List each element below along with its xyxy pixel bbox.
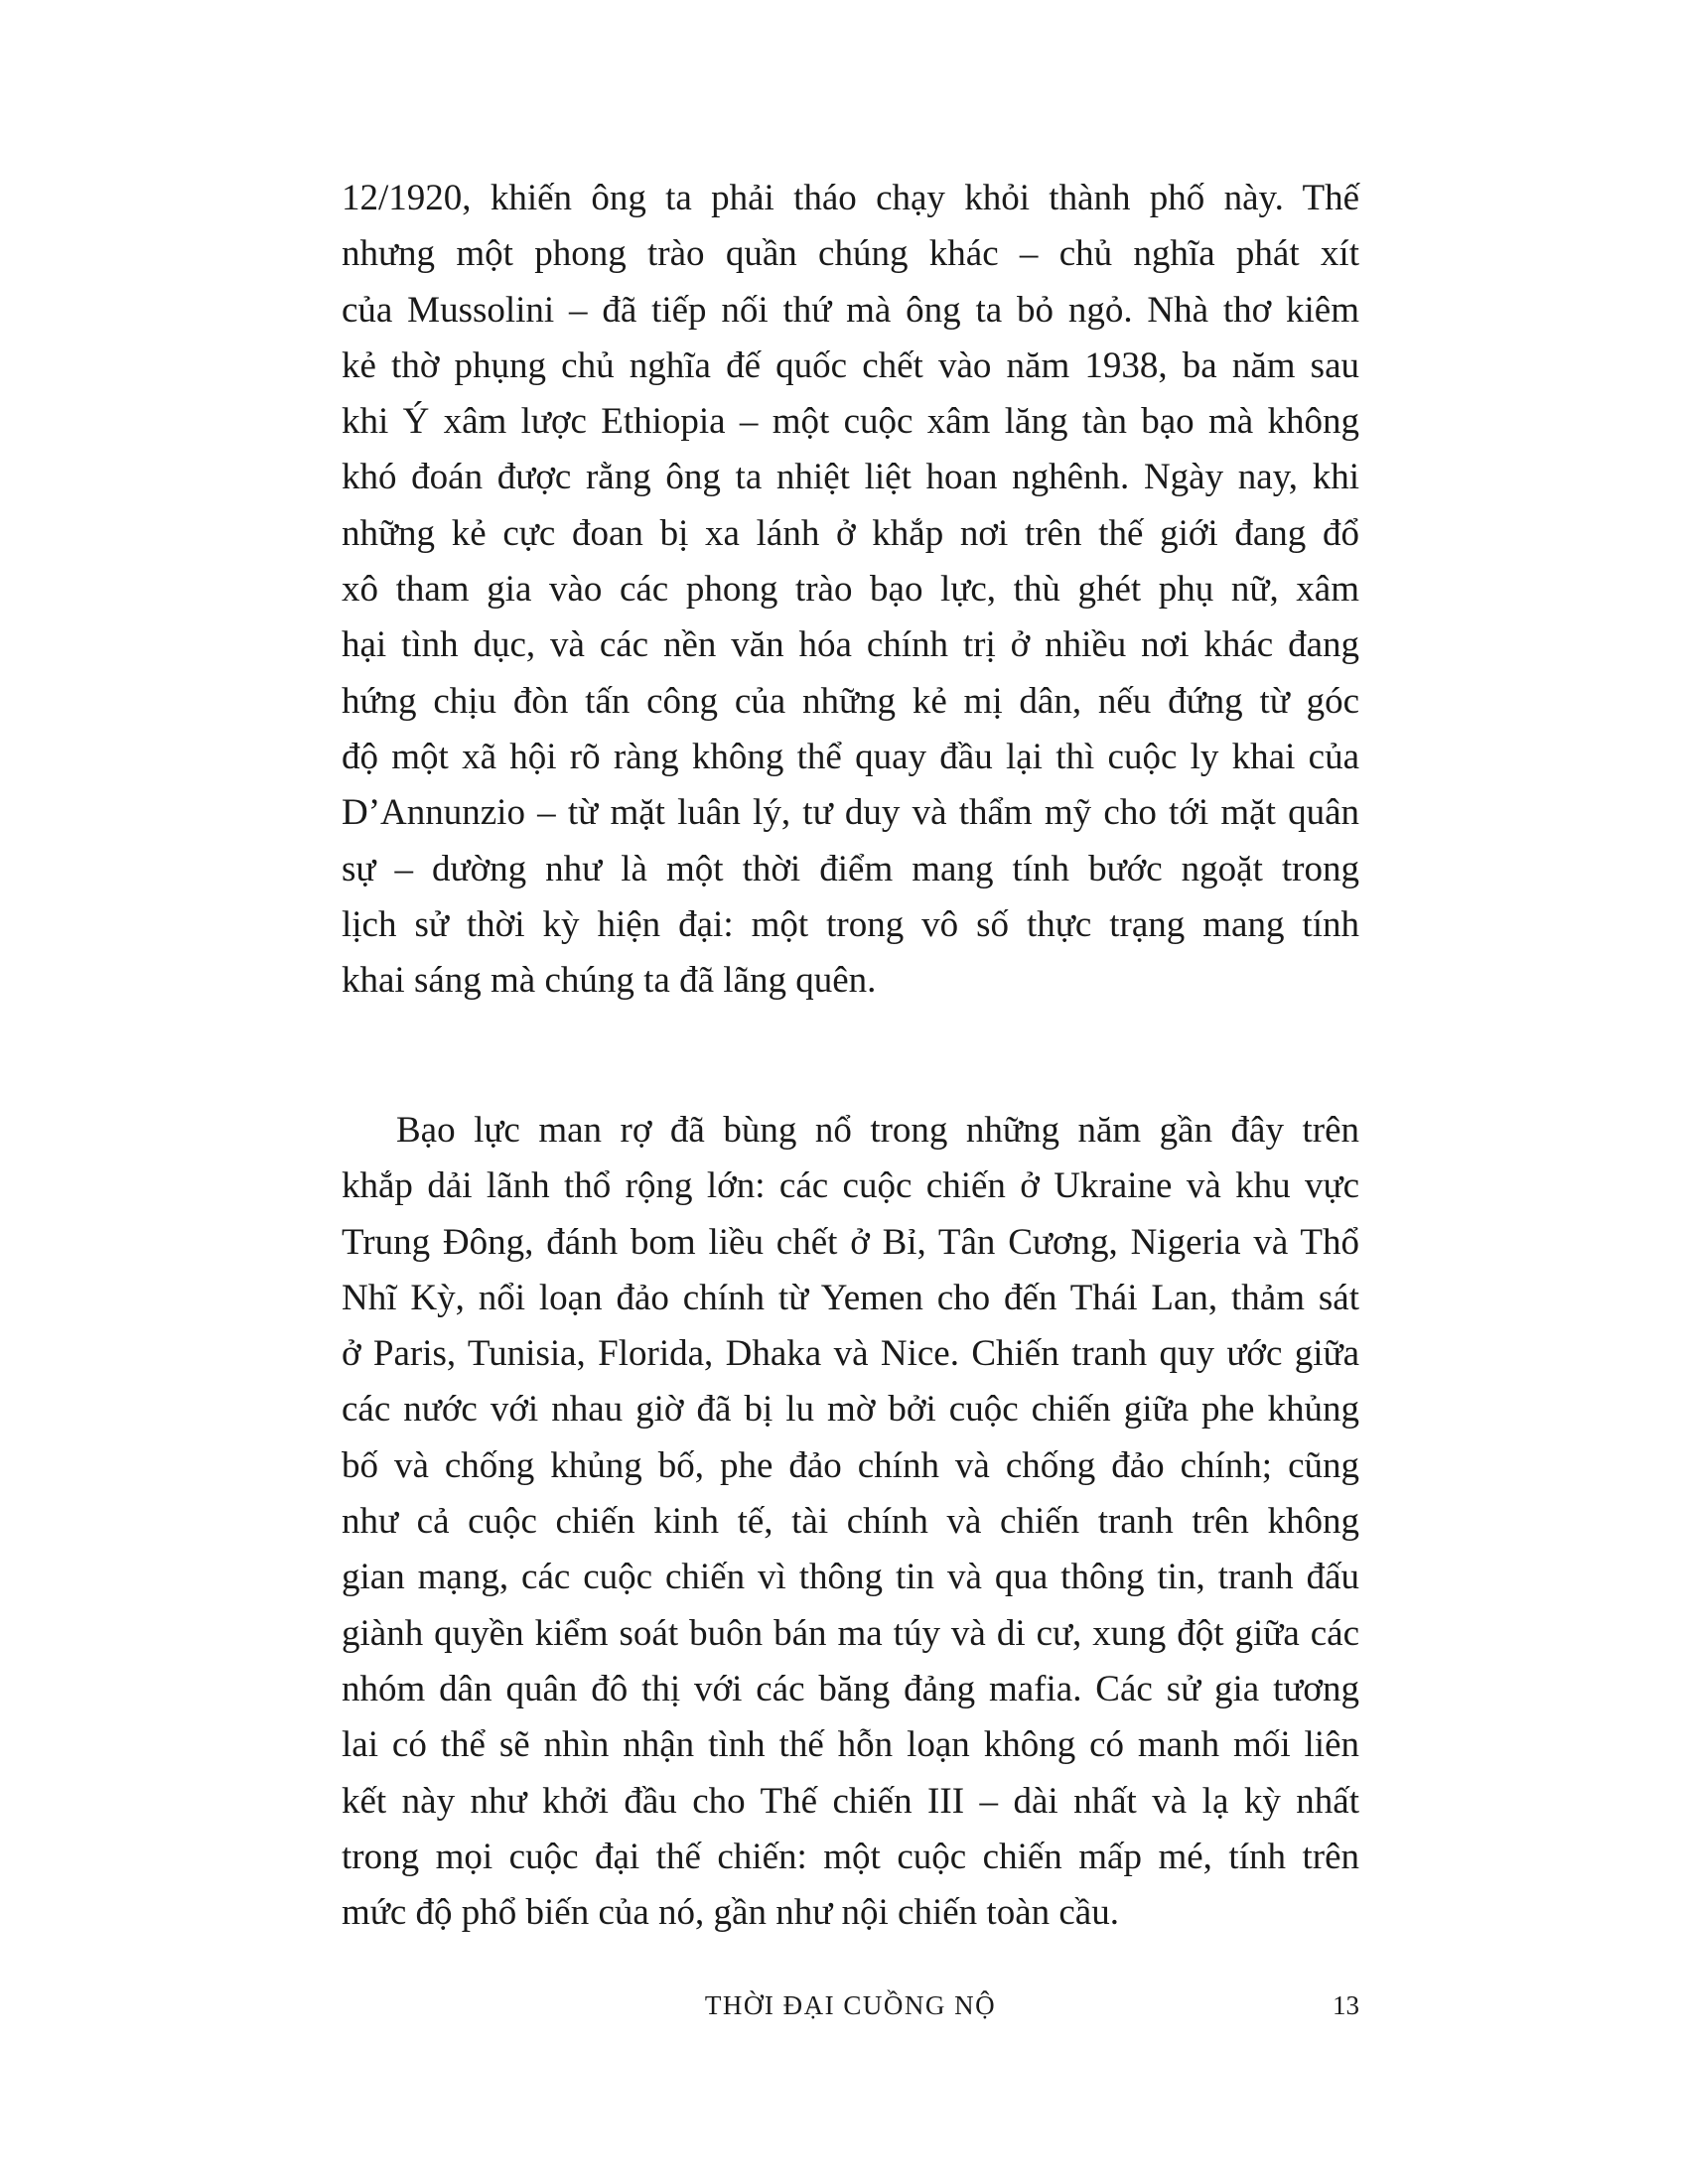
- running-title: THỜI ĐẠI CUỒNG NỘ: [704, 1990, 997, 2020]
- text-line: lai có thể sẽ nhìn nhận tình thế hỗn loạn không có manh mối liên: [342, 1724, 1359, 1766]
- text-line: bố và chống khủng bố, phe đảo chính và chống đảo chính; cũng: [342, 1444, 1359, 1486]
- text-line: giành quyền kiểm soát buôn bán ma túy và di cư, xung đột giữa các: [342, 1612, 1359, 1654]
- text-line: hứng chịu đòn tấn công của những kẻ mị dân, nếu đứng từ góc: [342, 680, 1359, 722]
- text-line: Trung Đông, đánh bom liều chết ở Bỉ, Tân Cương, Nigeria và Thổ: [342, 1221, 1359, 1263]
- page-number: 13: [1333, 1990, 1359, 2020]
- text-line: nhưng một phong trào quần chúng khác – chủ nghĩa phát xít: [342, 233, 1359, 275]
- text-line: Nhĩ Kỳ, nổi loạn đảo chính từ Yemen cho đến Thái Lan, thảm sát: [342, 1277, 1359, 1318]
- text-line: Bạo lực man rợ đã bùng nổ trong những năm gần đây trên: [396, 1110, 1359, 1151]
- text-line: kết này như khởi đầu cho Thế chiến III – dài nhất và lạ kỳ nhất: [342, 1780, 1359, 1822]
- text-line: của Mussolini – đã tiếp nối thứ mà ông ta bỏ ngỏ. Nhà thơ kiêm: [342, 289, 1359, 331]
- text-line: trong mọi cuộc đại thế chiến: một cuộc chiến mấp mé, tính trên: [342, 1836, 1359, 1877]
- page-footer: [342, 1985, 1359, 2025]
- text-line: khắp dải lãnh thổ rộng lớn: các cuộc chiến ở Ukraine và khu vực: [342, 1165, 1359, 1207]
- text-line: lịch sử thời kỳ hiện đại: một trong vô số thực trạng mang tính: [342, 903, 1359, 945]
- text-line: kẻ thờ phụng chủ nghĩa đế quốc chết vào năm 1938, ba năm sau: [342, 344, 1359, 386]
- text-line: xô tham gia vào các phong trào bạo lực, thù ghét phụ nữ, xâm: [342, 569, 1359, 611]
- text-line: sự – dường như là một thời điểm mang tính bước ngoặt trong: [342, 848, 1359, 889]
- text-line: như cả cuộc chiến kinh tế, tài chính và chiến tranh trên không: [342, 1501, 1359, 1543]
- paragraph-2: [342, 1103, 1359, 1941]
- text-line: hại tình dục, và các nền văn hóa chính trị ở nhiều nơi khác đang: [342, 624, 1359, 666]
- text-line: những kẻ cực đoan bị xa lánh ở khắp nơi trên thế giới đang đổ: [342, 512, 1359, 554]
- text-line: nhóm dân quân đô thị với các băng đảng mafia. Các sử gia tương: [342, 1668, 1359, 1709]
- text-line: độ một xã hội rõ ràng không thể quay đầu lại thì cuộc ly khai của: [342, 736, 1359, 777]
- text-line: các nước với nhau giờ đã bị lu mờ bởi cuộc chiến giữa phe khủng: [342, 1389, 1359, 1431]
- text-line: D’Annunzio – từ mặt luân lý, tư duy và thẩm mỹ cho tới mặt quân: [342, 792, 1359, 834]
- paragraph-1: [342, 171, 1359, 1009]
- text-line: khó đoán được rằng ông ta nhiệt liệt hoan nghênh. Ngày nay, khi: [342, 457, 1359, 498]
- text-line: mức độ phổ biến của nó, gần như nội chiến toàn cầu.: [342, 1892, 1119, 1934]
- text-line: khi Ý xâm lược Ethiopia – một cuộc xâm lăng tàn bạo mà không: [342, 401, 1359, 443]
- text-line: 12/1920, khiến ông ta phải tháo chạy khỏi thành phố này. Thế: [342, 178, 1359, 218]
- text-line: gian mạng, các cuộc chiến vì thông tin và qua thông tin, tranh đấu: [342, 1557, 1359, 1598]
- text-line: ở Paris, Tunisia, Florida, Dhaka và Nice. Chiến tranh quy ước giữa: [342, 1333, 1359, 1375]
- text-line: khai sáng mà chúng ta đã lãng quên.: [342, 960, 877, 1002]
